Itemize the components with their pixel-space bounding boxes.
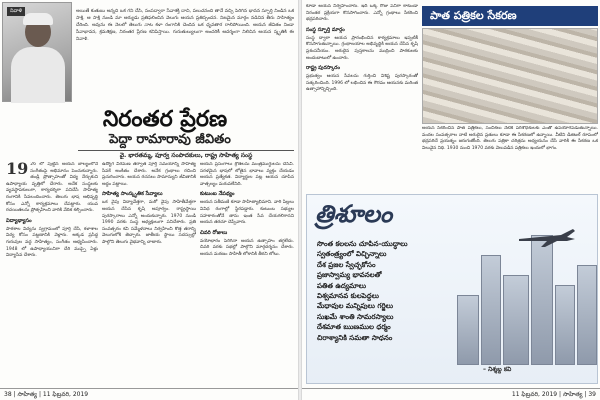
column-paragraph: వయోభారం పెరిగినా ఆయన ఉత్సాహం తగ్గలేదు. చివరి వరకు సభల్లో పాల్గొని మార్గదర్శనం చేశారు. ఆయన మరణం సాహితీ లోకానికి తీరని లోటు.	[200, 238, 294, 257]
column-paragraph: ఒక వైపు విద్యావేత్తగా, మరో వైపు సాహితీవేత్తగా ఆయన చేసిన కృషి అపూర్వం. రాష్ట్రస్థాయి పురస్కారాలు ఎన్నో అందుకున్నారు. 1970 నుండి 1990 వరకు సంస్థ అధ్యక్షులుగా పనిచేశారు. ప్రతి సంవత్సరం కవి సమ్మేళనాలు నిర్వహించి కొత్త తరాన్ని వెలుగులోకి తెచ్చారు. జాతీయ స్థాయి సదస్సుల్లో పాల్గొని తెలుగు వైభవాన్ని చాటారు.	[102, 200, 196, 245]
section-heading: రాష్ట్ర పురస్కారం	[306, 65, 340, 72]
column-paragraph: ఉద్యోగ విరమణ తర్వాత పూర్తి సమయాన్ని సాహిత్య సేవకే అంకితం చేశారు. అనేక గ్రంథాలు రచించి ప్రచురించారు. ఆయన రచనలు సామాన్యుని జీవితానికి అద్దం పట్టాయి.	[102, 162, 196, 187]
section-heading: చివరి రోజులు	[200, 229, 228, 236]
column-paragraph: ఆయన సతీమణి కూడా సాహిత్యాభిమాని. వారి పిల్లలు వివిధ రంగాల్లో స్థిరపడ్డారు. కుటుంబ సభ్యుల సహకారంతోనే తాను ఇంత సేవ చేయగలిగానని ఆయన తరచూ చెప్పేవారు.	[200, 200, 294, 226]
airplane-icon	[517, 225, 577, 249]
section-heading: విద్యాభ్యాసం	[6, 217, 32, 224]
column-paragraph: ఆయన సేకరించిన పాత పత్రికలు, సంచికలు నేటికీ పరిశోధకులకు ఎంతో ఉపయోగపడుతున్నాయి. వందల సంవత్సరాల నాటి అరుదైన ప్రతులు కూడా ఈ సేకరణలో ఉన్నాయి. వీటిని డిజిటల్ రూపంలో భద్రపరిచే ప్రయత్నం జరుగుతోంది. తెలుగు పత్రికా చరిత్రను అధ్యయనం చేసే వారికి ఈ సేకరణ ఒక విలువైన నిధి. 1930 నుంచి 1970 వరకు వెలువడిన పత్రికలు ఇందులో భాగం.	[422, 126, 598, 151]
page-footer-left: 38 | సాహిత్య | 11 ఫిబ్రవరి, 2019	[0, 388, 298, 400]
poem-line: చిరాశ్యానికి సమతా సాధనం	[317, 333, 393, 342]
poem-box	[306, 194, 598, 384]
poem-line: విశ్వమానవ కులపెద్దలు	[317, 292, 379, 301]
poem-author: – నిశ్శబ్ద కవి	[483, 366, 512, 373]
article-column-1	[6, 162, 98, 384]
right-page	[302, 0, 600, 400]
portrait-photo	[2, 2, 72, 102]
section-heading: సాహిత్య సాంస్కృతిక సేవ్యాలు	[102, 191, 163, 198]
poem-line: పతిత ఉద్యమాలు	[317, 281, 367, 290]
column-paragraph: ఆయన ప్రసంగాలు శ్రోతలను మంత్రముగ్ధులను చేసేవి. సరళమైన భాషలో లోతైన భావాలు వ్యక్తం చేయడం ఆయన ప్రత్యేకత. విద్యార్థుల పట్ల ఆయన చూపిన వాత్సల్యం మరువలేనిది.	[200, 162, 294, 187]
article-column-3	[200, 162, 294, 384]
column-paragraph: పాఠశాల విద్యను స్వగ్రామంలో పూర్తి చేసి, కళాశాల విద్య కోసం పట్టణానికి వెళ్లారు. అక్కడ ప్రసిద్ధ గురువుల వద్ద సాహిత్యం, సంగీతం అభ్యసించారు. 1948 లో ఉపాధ్యాయునిగా చేరి ముప్పై ఏళ్లు విద్యాసేవ చేశారు.	[6, 226, 98, 259]
page-footer-right: 11 ఫిబ్రవరి, 2019 | సాహిత్య | 39	[302, 388, 600, 400]
poem-line: స్వతంత్ర్యంలో విచ్ఛిన్నాలు	[317, 250, 387, 259]
drop-cap: 19	[6, 162, 29, 178]
poem-line: దేశ ప్రజల స్వేచ్ఛకోసం	[317, 260, 376, 269]
article-byline: వై. భారతమ్మ, పూర్వ సంపాదకులు, రాష్ట్ర సాహిత్య సంస్థ	[119, 152, 253, 159]
poem-title: త్రిశూలం	[315, 199, 393, 228]
poem-line: సొంత కలలను చూపిన-యుద్ధాలు	[317, 240, 408, 248]
column-paragraph: ప్రభుత్వం ఆయన సేవలను గుర్తించి విశిష్ట పురస్కారంతో సత్కరించింది. 1996 లో లభించిన ఈ గౌరవం ఆయనకు మరింత ఉత్సాహాన్నిచ్చింది.	[306, 74, 418, 93]
left-page	[0, 0, 298, 400]
continued-column	[306, 4, 418, 144]
archive-caption-block	[422, 126, 598, 192]
section-heading: సంస్థ స్ఫూర్తి మార్గం	[306, 26, 345, 33]
column-paragraph: సంస్థ ద్వారా ఆయన ప్రారంభించిన కార్యక్రమాలు ఇప్పటికీ కొనసాగుతున్నాయి. గ్రంథాలయాల అభివృద్ధికి ఆయన చేసిన కృషి ప్రశంసనీయం. అరుదైన పుస్తకాలను ముద్రించి పాఠకులకు అందుబాటులో ఉంచారు.	[306, 35, 418, 61]
cityscape-illustration	[457, 205, 597, 365]
section-banner: పాత పత్రికల సేకరణ	[422, 6, 598, 26]
newspaper-archive-photo	[422, 28, 598, 124]
title-divider	[78, 150, 294, 151]
poem-lines	[317, 239, 467, 343]
poem-line: దేశమాత ఋణముల ధర్మం	[317, 323, 391, 332]
article-subtitle: పెద్దా రామారావు జీవితం	[109, 132, 231, 147]
photo-caption: నివాళి	[7, 7, 25, 16]
poem-line: ప్రజాస్వామ్య భావనలతో	[317, 271, 382, 280]
column-paragraph: 19 26 లో పుట్టిన ఆయన బాల్యంలోనే సంగీతంపై అభిమానం పెంచుకున్నారు. తండ్రి ప్రోత్సాహంతో విద్య నేర్చుకుని ఉపాధ్యాయ వృత్తిలో చేరారు. అనేక సంస్థలకు వ్యవస్థాపకులుగా, కార్యదర్శిగా పనిచేసి సాహిత్య రంగానికి సేవలందించారు. తెలుగు భాష అభివృద్ధి కోసం ఎన్నో కార్యక్రమాలు చేపట్టారు. యువ రచయితలను ప్రోత్సహించి వారికి వేదిక కల్పించారు.	[6, 162, 98, 214]
intro-paragraph: అయితే కుతుబు అన్నది ఒక గని చేసి, సంపద్వారా సేవాశక్తి దాచి, పలుచనంది తానే వచ్చి పెరిగిన భావన స్ఫూర్తి నిండిన ఒక సాక్షి. ఆ సాక్షి నుండి మా ఆర్యుడు ప్రతిఫలించిన వెలుగు ఆయన ప్రతిస్పందన. నిజమైన మార్గం నడిచిన తీరు సాహిత్యం చేరింది. అవును ఈ నెలలో తెలుగు నాట కళా రంగానికి చెందిన ఒక ధృవతార రాలిపోయింది. ఆయన జీవితం నిండా సేవాభావన, క్రమశిక్షణ, నిరంతర ప్రేరణ కనిపిస్తాయి. గురుతుల్యులుగా అందరికీ ఆదర్శంగా నిలిచిన ఆయన స్మృతికి ఈ నివాళి.	[76, 9, 294, 42]
poem-line: సుఖమే శాంతి సామరస్యాలు	[317, 312, 394, 321]
section-heading: కుటుంబ నేపథ్యం	[200, 191, 235, 198]
article-title: నిరంతర ప్రేరణ	[102, 106, 228, 132]
poem-line: మేధావుల మన్నిపులు గర్జిలు	[317, 302, 393, 311]
column-paragraph: కూడా ఆయన నిర్వహించారు. ఇది ఒక్క రోజు పనిగా కాకుండా నిరంతర ప్రక్రియగా కొనసాగించారు. ఎన్నో గ్రంథాలు సేకరించి భద్రపరిచారు.	[306, 4, 418, 23]
article-column-2	[102, 162, 196, 384]
